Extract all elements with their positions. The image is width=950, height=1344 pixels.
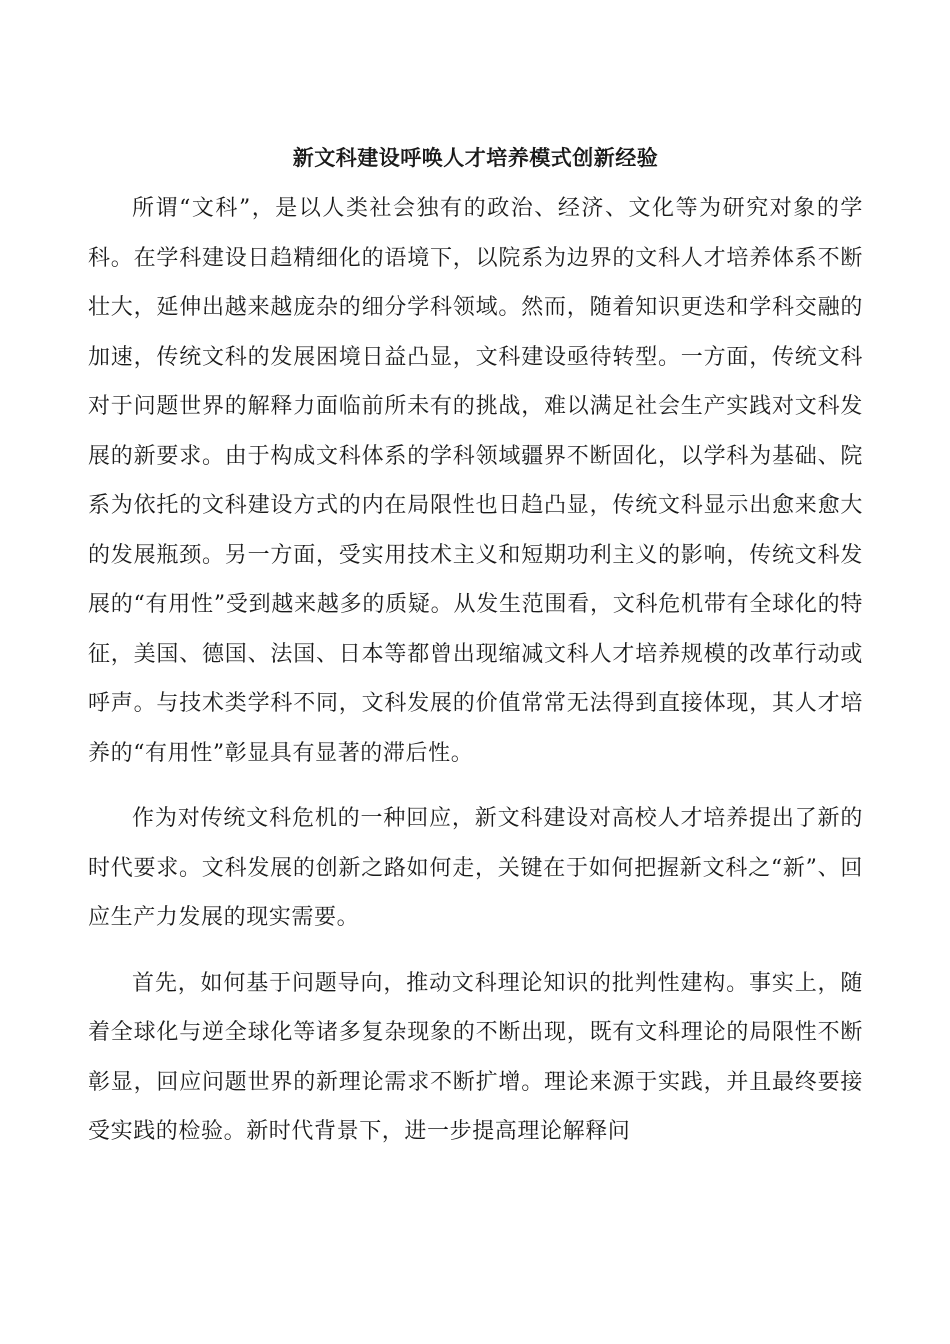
paragraph-2: 作为对传统文科危机的一种回应，新文科建设对高校人才培养提出了新的时代要求。文科发展的创新之路如何走，关键在于如何把握新文科之“新”、回应生产力发展的现实需要。 bbox=[88, 806, 863, 930]
document-page bbox=[88, 138, 863, 1173]
document-title: 新文科建设呼唤人才培养模式创新经验 bbox=[292, 145, 659, 170]
paragraph-1: 所谓“文科”，是以人类社会独有的政治、经济、文化等为研究对象的学科。在学科建设日趋精细化的语境下，以院系为边界的文科人才培养体系不断壮大，延伸出越来越庞杂的细分学科领域。然而，随着知识更迭和学科交融的加速，传统文科的发展困境日益凸显，文科建设亟待转型。一方面，传统文科对于问题世界的解释力面临前所未有的挑战，难以满足社会生产实践对文科发展的新要求。由于构成文科体系的学科领域疆界不断固化，以学科为基础、院系为依托的文科建设方式的内在局限性也日趋凸显，传统文科显示出愈来愈大的发展瓶颈。另一方面，受实用技术主义和短期功利主义的影响，传统文科发展的“有用性”受到越来越多的质疑。从发生范围看，文科危机带有全球化的特征，美国、德国、法国、日本等都曾出现缩减文科人才培养规模的改革行动或呼声。与技术类学科不同，文科发展的价值常常无法得到直接体现，其人才培养的“有用性”彰显具有显著的滞后性。 bbox=[88, 196, 863, 766]
paragraph-3: 首先，如何基于问题导向，推动文科理论知识的批判性建构。事实上，随着全球化与逆全球化等诸多复杂现象的不断出现，既有文科理论的局限性不断彰显，回应问题世界的新理论需求不断扩增。理论来源于实践，并且最终要接受实践的检验。新时代背景下，进一步提高理论解释问 bbox=[88, 970, 863, 1144]
